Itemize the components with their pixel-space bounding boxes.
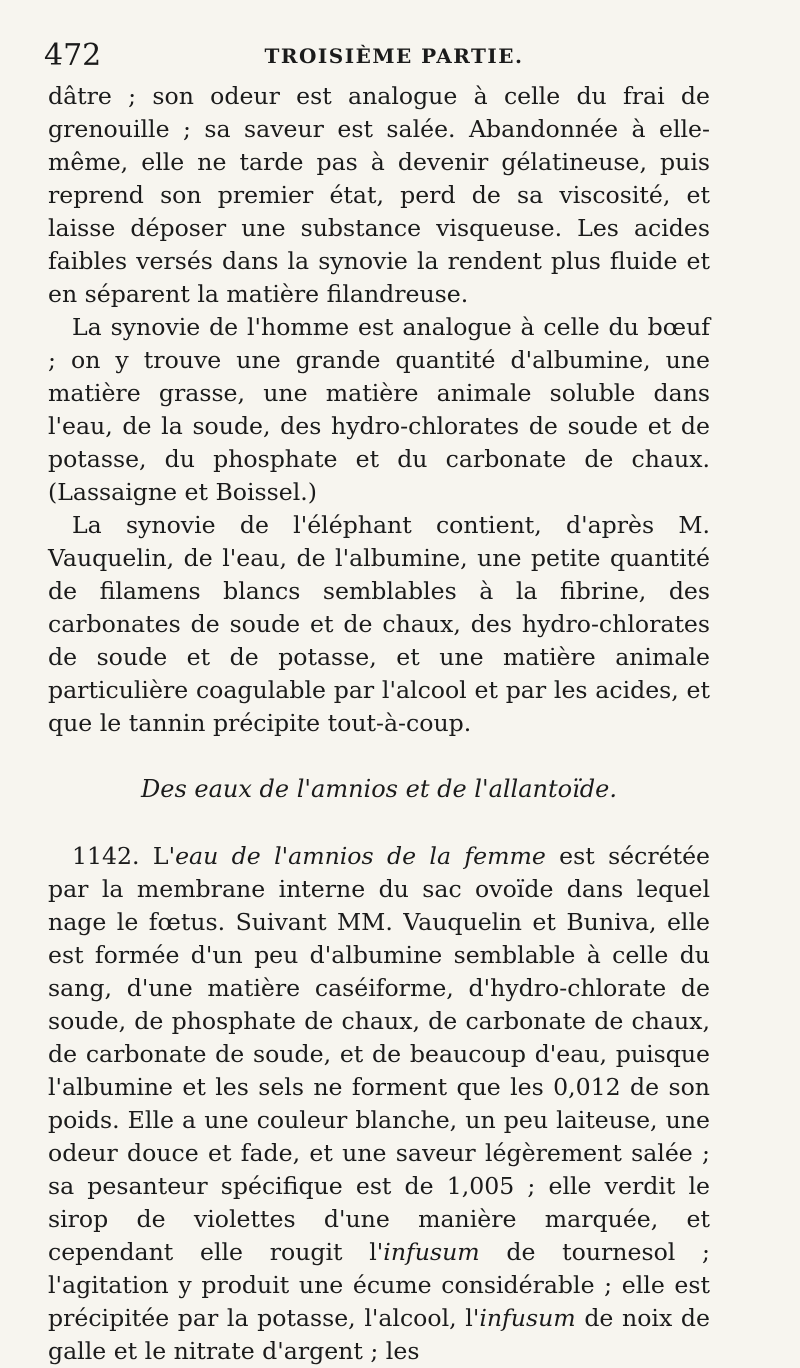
article-number: 1142. (72, 842, 140, 870)
article-text-3: de tournesol ; l'agitation y produit une écume considérable ; elle est précipitée par la potasse, l'alcool, l' (48, 1238, 710, 1332)
paragraph-elephant-synovia: La synovie de l'éléphant contient, d'après M. Vauquelin, de l'eau, de l'albumine, une petite quantité de filamens blancs semblables à la fibrine, des carbonates de soude et de chaux, des hydro-chlorates de soude et de potasse, et une matière animale particulière coagulable par l'alcool et par les acides, et que le tannin précipite tout-à-coup. (48, 511, 710, 737)
article-1142 (48, 840, 710, 1368)
page-number: 472 (44, 38, 102, 73)
section-heading: Des eaux de l'amnios et de l'allantoïde. (141, 775, 617, 803)
running-title: TROISIÈME PARTIE. (264, 44, 524, 68)
article-text-1: L' (152, 842, 176, 870)
paragraph-continuation: dâtre ; son odeur est analogue à celle du frai de grenouille ; sa saveur est salée. Abandonnée à elle-même, elle ne tarde pas à devenir gélatineuse, puis reprend son premier état, perd de sa viscosité, et laisse déposer une substance visqueuse. Les acides faibles versés dans la synovie la rendent plus fluide et en séparent la matière filandreuse. (48, 82, 710, 308)
page-header (44, 36, 744, 76)
article-italic-1: eau de l'amnios de la femme (175, 842, 546, 870)
article-text-4: de noix de galle et le nitrate d'argent ; les (48, 1304, 710, 1365)
article-italic-2: infusum (383, 1238, 480, 1266)
page-body (48, 80, 710, 1368)
paragraph-human-synovia: La synovie de l'homme est analogue à celle du bœuf ; on y trouve une grande quantité d'albumine, une matière grasse, une matière animale soluble dans l'eau, de la soude, des hydro-chlorates de soude et de potasse, du phosphate et du carbonate de chaux. (Lassaigne et Boissel.) (48, 313, 710, 506)
article-text-2: est sécrétée par la membrane interne du sac ovoïde dans lequel nage le fœtus. Suivant MM. Vauquelin et Buniva, elle est formée d'un peu d'albumine semblable à celle du sang, d'une matière caséiforme, d'hydro-chlorate de soude, de phosphate de chaux, de carbonate de chaux, de carbonate de soude, et de beaucoup d'eau, puisque l'albumine et les sels ne forment que les 0,012 de son poids. Elle a une couleur blanche, un peu laiteuse, une odeur douce et fade, et une saveur légèrement salée ; sa pesanteur spécifique est de 1,005 ; elle verdit le sirop de violettes d'une manière marquée, et cependant elle rougit l' (48, 842, 711, 1266)
article-italic-3: infusum (479, 1304, 576, 1332)
